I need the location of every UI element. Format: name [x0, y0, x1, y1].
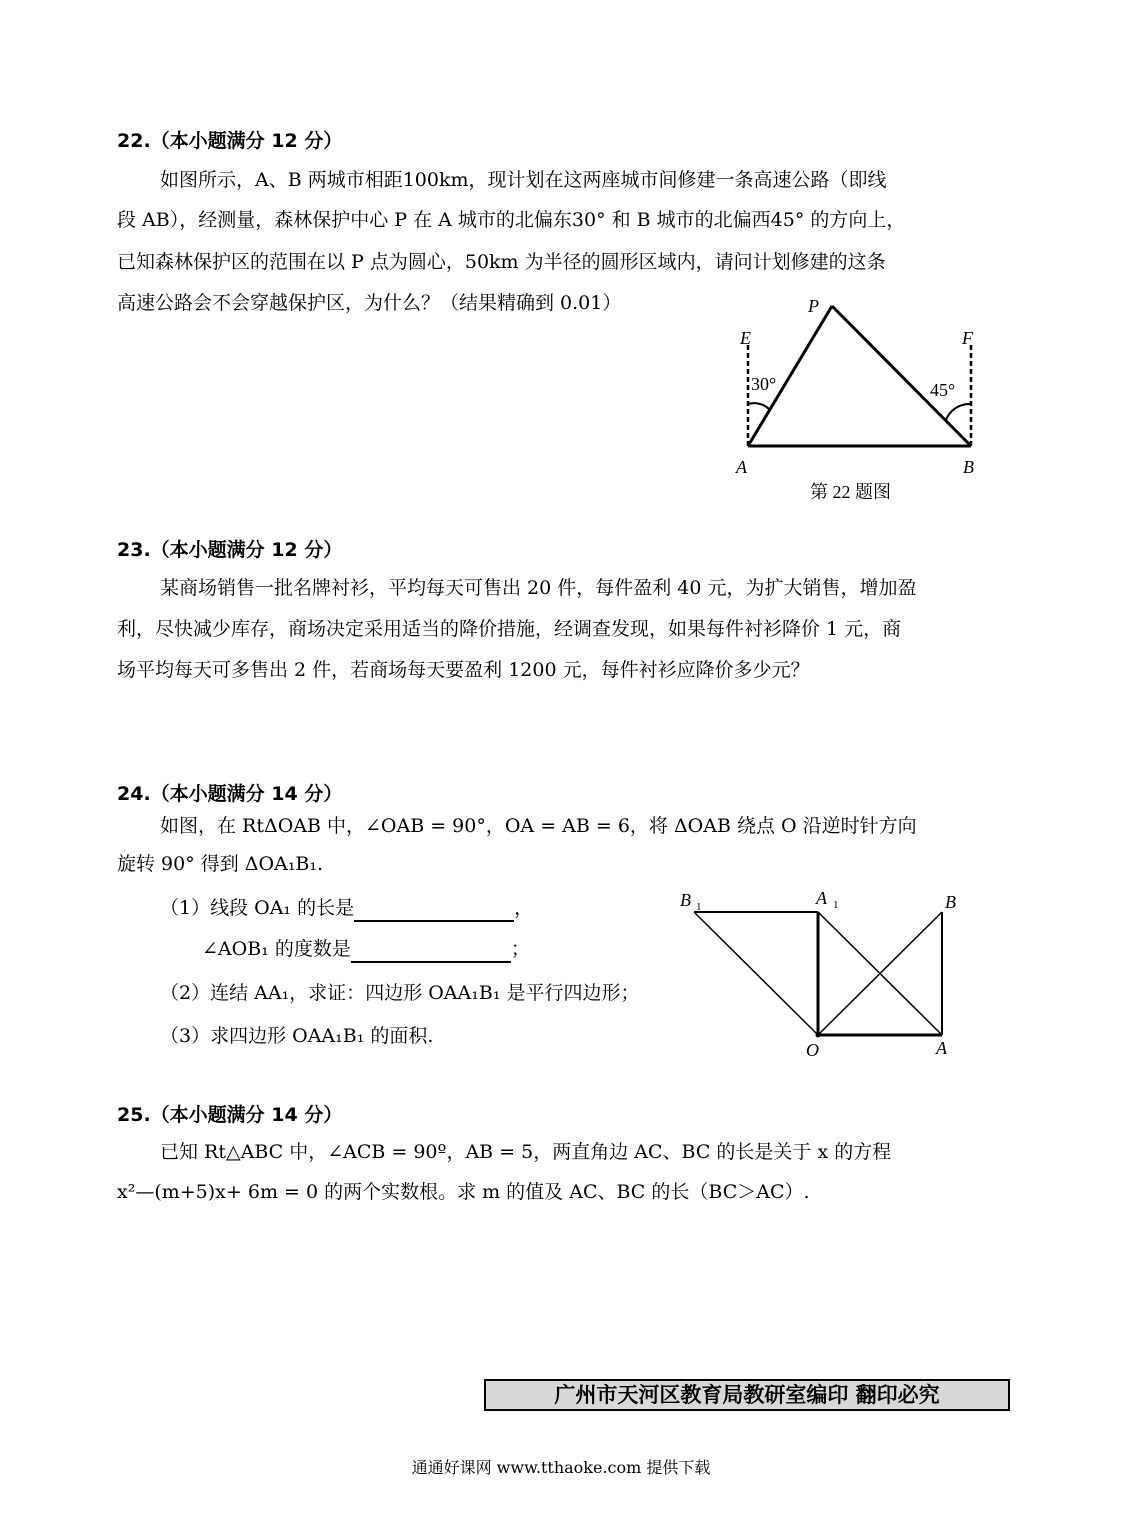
q22-line-3: 已知森林保护区的范围在以 P 点为圆心，50km 为半径的圆形区域内，请问计划修建的这条: [117, 251, 886, 273]
segment-pb: [832, 306, 971, 446]
q23-line-1: 某商场销售一批名牌衬衫，平均每天可售出 20 件，每件盈利 40 元，为扩大销售，增加盈: [160, 577, 917, 599]
q22-line-1: 如图所示，A、B 两城市相距100km，现计划在这两座城市间修建一条高速公路（即线: [160, 169, 887, 191]
q23-line-2: 利，尽快减少库存，商场决定采用适当的降价措施，经调查发现，如果每件衬衫降价 1 元，商: [117, 618, 902, 640]
q23-heading: 23.（本小题满分 12 分）: [117, 539, 343, 561]
angle-arc-b: [946, 404, 971, 420]
q24-part-2: （2）连结 AA₁，求证：四边形 OAA₁B₁ 是平行四边形；: [160, 982, 640, 1004]
q24-figure: [670, 880, 970, 1070]
label-b: B: [963, 457, 974, 477]
q22-figure: [720, 290, 1020, 510]
q22-line-4: 高速公路会不会穿越保护区，为什么？（结果精确到 0.01）: [117, 292, 622, 314]
q24-part-1b-label: ∠AOB₁ 的度数是: [202, 938, 351, 960]
label-f: F: [962, 328, 973, 348]
point-o: [816, 1033, 821, 1038]
label-a: A: [736, 457, 747, 477]
q25-heading: 25.（本小题满分 14 分）: [117, 1104, 343, 1126]
q24-heading: 24.（本小题满分 14 分）: [117, 783, 343, 805]
q23-line-3: 场平均每天可多售出 2 件，若商场每天要盈利 1200 元，每件衬衫应降价多少元？: [117, 659, 810, 681]
q22-line-2: 段 AB），经测量，森林保护中心 P 在 A 城市的北偏东30° 和 B 城市的北偏西45° 的方向上，: [117, 209, 906, 231]
q24-part-1a-end: ，: [514, 897, 534, 919]
label-a1: A: [816, 888, 827, 908]
label-o: O: [806, 1040, 819, 1060]
segment-b1o: [694, 912, 818, 1035]
label-p: P: [808, 296, 819, 316]
angle-label-30: 30°: [751, 374, 777, 394]
footer-banner: 广州市天河区教育局教研室编印 翻印必究: [484, 1379, 1010, 1411]
label-a: A: [936, 1038, 947, 1058]
label-a1-sub: 1: [833, 899, 839, 911]
q22-heading: 22.（本小题满分 12 分）: [117, 130, 343, 152]
footer-source: 通通好课网 www.tthaoke.com 提供下载: [411, 1458, 711, 1477]
q24-part-3: （3）求四边形 OAA₁B₁ 的面积.: [160, 1025, 434, 1047]
label-b: B: [945, 892, 956, 912]
label-b1-sub: 1: [696, 901, 702, 913]
angle-label-45: 45°: [930, 380, 956, 400]
q24-part-1a: [160, 894, 533, 922]
q24-part-1a-label: （1）线段 OA₁ 的长是: [160, 897, 355, 919]
q24-part-1b-end: ；: [510, 938, 530, 960]
q25-line-2: x²—(m+5)x+ 6m = 0 的两个实数根。求 m 的值及 AC、BC 的长（BC＞AC）.: [117, 1181, 810, 1203]
q25-line-1: 已知 Rt△ABC 中，∠ACB = 90º，AB = 5，两直角边 AC、BC 的长是关于 x 的方程: [160, 1141, 892, 1163]
answer-blank-2[interactable]: [351, 943, 511, 963]
angle-arc-a: [748, 403, 769, 409]
q24-intro-1: 如图，在 RtΔOAB 中，∠OAB = 90°，OA = AB = 6，将 ΔOAB 绕点 O 沿逆时针方向: [160, 815, 917, 837]
label-b1: B: [680, 890, 691, 910]
answer-blank-1[interactable]: [354, 902, 514, 922]
figure-caption: 第 22 题图: [810, 482, 891, 502]
q24-part-1b: [202, 935, 530, 963]
q24-intro-2: 旋转 90° 得到 ΔOA₁B₁.: [117, 853, 324, 875]
label-e: E: [740, 328, 751, 348]
